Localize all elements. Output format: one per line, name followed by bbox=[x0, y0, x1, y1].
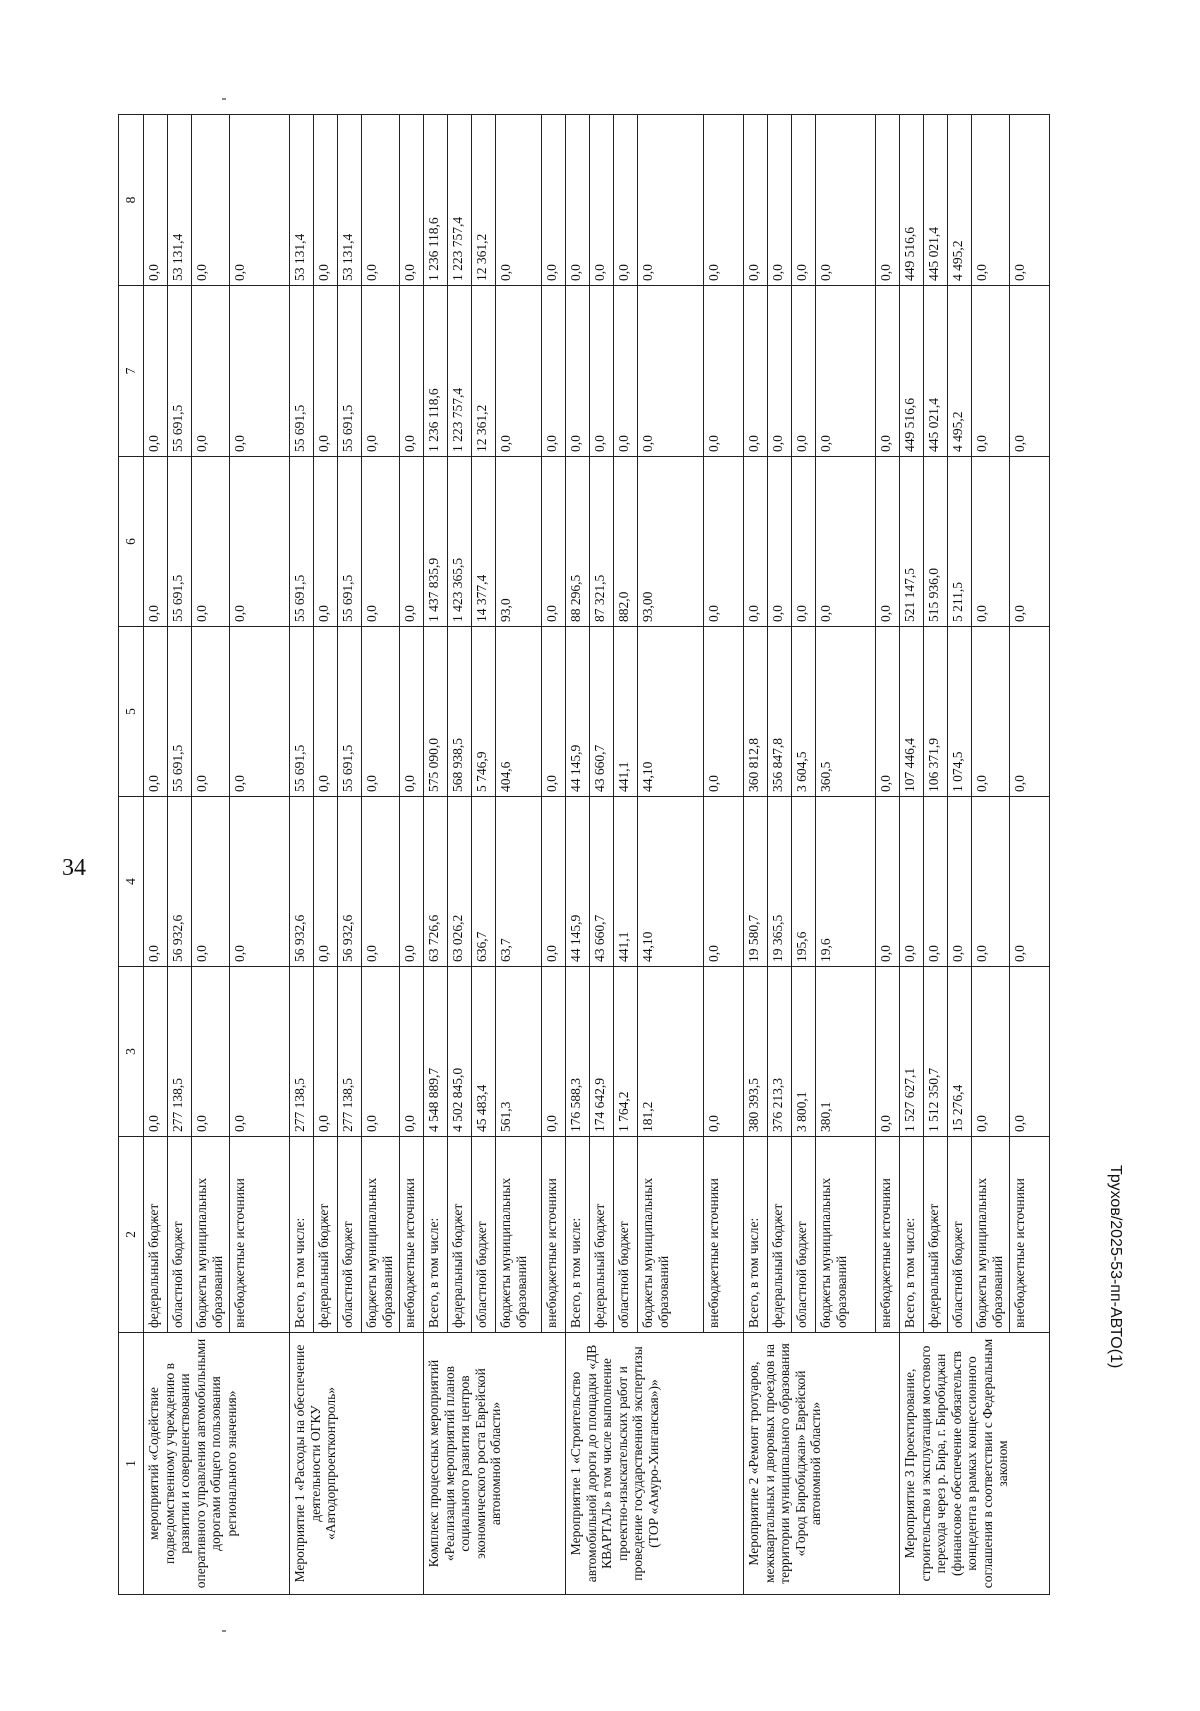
amount-cell: 0,0 bbox=[614, 286, 638, 457]
funding-source: внебюджетные источники bbox=[542, 1137, 566, 1333]
amount-cell: 0,0 bbox=[314, 797, 338, 967]
activity-name: Мероприятие 1 «Расходы на обеспечение деятельности ОГКУ «Автодорпроектконтроль» bbox=[290, 1333, 424, 1595]
funding-source: федеральный бюджет bbox=[448, 1137, 472, 1333]
amount-cell: 176 588,3 bbox=[566, 967, 590, 1137]
amount-cell: 0,0 bbox=[704, 967, 744, 1137]
amount-cell: 0,0 bbox=[972, 115, 1010, 286]
amount-cell: 1 236 118,6 bbox=[424, 115, 448, 286]
amount-cell: 356 847,8 bbox=[768, 627, 792, 797]
amount-cell: 0,0 bbox=[400, 457, 424, 627]
amount-cell: 521 147,5 bbox=[900, 457, 924, 627]
funding-source: федеральный бюджет bbox=[314, 1137, 338, 1333]
amount-cell: 0,0 bbox=[590, 115, 614, 286]
funding-source: внебюджетные источники bbox=[230, 1137, 290, 1333]
amount-cell: 449 516,6 bbox=[900, 286, 924, 457]
amount-cell: 277 138,5 bbox=[290, 967, 314, 1137]
amount-cell: 181,2 bbox=[638, 967, 704, 1137]
amount-cell: 0,0 bbox=[792, 286, 816, 457]
funding-source: бюджеты муниципальных образований bbox=[362, 1137, 400, 1333]
amount-cell: 0,0 bbox=[314, 627, 338, 797]
funding-source: федеральный бюджет bbox=[144, 1137, 168, 1333]
amount-cell: 0,0 bbox=[362, 457, 400, 627]
amount-cell: 0,0 bbox=[768, 115, 792, 286]
column-number: 3 bbox=[119, 967, 144, 1137]
amount-cell: 63 726,6 bbox=[424, 797, 448, 967]
amount-cell: 0,0 bbox=[972, 286, 1010, 457]
amount-cell: 0,0 bbox=[362, 797, 400, 967]
amount-cell: 1 764,2 bbox=[614, 967, 638, 1137]
amount-cell: 0,0 bbox=[192, 286, 230, 457]
amount-cell: 55 691,5 bbox=[168, 457, 192, 627]
amount-cell: 0,0 bbox=[400, 627, 424, 797]
amount-cell: 5 211,5 bbox=[948, 457, 972, 627]
amount-cell: 0,0 bbox=[1010, 797, 1050, 967]
amount-cell: 0,0 bbox=[704, 115, 744, 286]
amount-cell: 55 691,5 bbox=[168, 286, 192, 457]
amount-cell: 63,7 bbox=[496, 797, 542, 967]
column-number: 2 bbox=[119, 1137, 144, 1333]
amount-cell: 88 296,5 bbox=[566, 457, 590, 627]
amount-cell: 0,0 bbox=[542, 457, 566, 627]
amount-cell: 445 021,4 bbox=[924, 115, 948, 286]
amount-cell: 3 800,1 bbox=[792, 967, 816, 1137]
amount-cell: 568 938,5 bbox=[448, 627, 472, 797]
page-number: 34 bbox=[62, 855, 86, 881]
amount-cell: 0,0 bbox=[314, 115, 338, 286]
amount-cell: 0,0 bbox=[972, 627, 1010, 797]
amount-cell: 0,0 bbox=[590, 286, 614, 457]
amount-cell: 93,00 bbox=[638, 457, 704, 627]
amount-cell: 0,0 bbox=[192, 115, 230, 286]
amount-cell: 449 516,6 bbox=[900, 115, 924, 286]
amount-cell: 0,0 bbox=[876, 967, 900, 1137]
activity-name: Мероприятие 1 «Строительство автомобильной дороги до площадки «ДВ КВАРТАЛ» в том числе выполнение проектно-изыскательских работ и проведение государственной экспертизы (ТОР «Амуро-Хинганская»)» bbox=[566, 1333, 744, 1595]
amount-cell: 0,0 bbox=[144, 627, 168, 797]
amount-cell: 55 691,5 bbox=[338, 286, 362, 457]
activity-name: Мероприятие 2 «Ремонт тротуаров, межквартальных и дворовых проездов на территории муниципального образования «Город Биробиджан» Еврейской автономной области» bbox=[744, 1333, 900, 1595]
amount-cell: 53 131,4 bbox=[338, 115, 362, 286]
amount-cell: 360,5 bbox=[816, 627, 876, 797]
amount-cell: 56 932,6 bbox=[338, 797, 362, 967]
amount-cell: 56 932,6 bbox=[168, 797, 192, 967]
funding-source: федеральный бюджет bbox=[768, 1137, 792, 1333]
amount-cell: 106 371,9 bbox=[924, 627, 948, 797]
amount-cell: 0,0 bbox=[542, 797, 566, 967]
amount-cell: 1 223 757,4 bbox=[448, 286, 472, 457]
amount-cell: 1 236 118,6 bbox=[424, 286, 448, 457]
amount-cell: 63 026,2 bbox=[448, 797, 472, 967]
amount-cell: 4 495,2 bbox=[948, 115, 972, 286]
amount-cell: 0,0 bbox=[362, 967, 400, 1137]
funding-source: бюджеты муниципальных образований bbox=[192, 1137, 230, 1333]
funding-source: областной бюджет bbox=[472, 1137, 496, 1333]
amount-cell: 0,0 bbox=[816, 115, 876, 286]
amount-cell: 0,0 bbox=[876, 627, 900, 797]
amount-cell: 1 437 835,9 bbox=[424, 457, 448, 627]
amount-cell: 0,0 bbox=[362, 627, 400, 797]
amount-cell: 0,0 bbox=[948, 797, 972, 967]
amount-cell: 0,0 bbox=[144, 457, 168, 627]
activity-name: Мероприятие 3 Проектирование, строительство и эксплуатация мостового перехода через р. Бира, г. Биробиджан (финансовое обеспечение обязательств концедента в рамках концессионного соглашения в соответствии с Федеральным законом bbox=[900, 1333, 1050, 1595]
amount-cell: 0,0 bbox=[1010, 967, 1050, 1137]
activity-name: мероприятий «Содействие подведомственному учреждению в развитии и совершенствовании оперативного управления автомобильными дорогами общего пользования регионального значения» bbox=[144, 1333, 290, 1595]
table-row bbox=[566, 115, 590, 1595]
amount-cell: 0,0 bbox=[614, 115, 638, 286]
amount-cell: 0,0 bbox=[314, 967, 338, 1137]
amount-cell: 277 138,5 bbox=[168, 967, 192, 1137]
amount-cell: 636,7 bbox=[472, 797, 496, 967]
amount-cell: 0,0 bbox=[768, 286, 792, 457]
amount-cell: 0,0 bbox=[876, 797, 900, 967]
amount-cell: 0,0 bbox=[400, 797, 424, 967]
table-row bbox=[290, 115, 314, 1595]
amount-cell: 0,0 bbox=[744, 457, 768, 627]
table-row bbox=[144, 115, 168, 1595]
amount-cell: 0,0 bbox=[192, 457, 230, 627]
funding-source: Всего, в том числе: bbox=[290, 1137, 314, 1333]
amount-cell: 0,0 bbox=[230, 286, 290, 457]
amount-cell: 441,1 bbox=[614, 627, 638, 797]
amount-cell: 0,0 bbox=[144, 115, 168, 286]
amount-cell: 4 502 845,0 bbox=[448, 967, 472, 1137]
amount-cell: 0,0 bbox=[542, 286, 566, 457]
amount-cell: 0,0 bbox=[314, 286, 338, 457]
amount-cell: 0,0 bbox=[1010, 627, 1050, 797]
funding-source: внебюджетные источники bbox=[1010, 1137, 1050, 1333]
amount-cell: 0,0 bbox=[924, 797, 948, 967]
amount-cell: 0,0 bbox=[496, 286, 542, 457]
column-number: 6 bbox=[119, 457, 144, 627]
amount-cell: 561,3 bbox=[496, 967, 542, 1137]
amount-cell: 1 512 350,7 bbox=[924, 967, 948, 1137]
amount-cell: 0,0 bbox=[638, 115, 704, 286]
amount-cell: 55 691,5 bbox=[290, 457, 314, 627]
amount-cell: 45 483,4 bbox=[472, 967, 496, 1137]
amount-cell: 0,0 bbox=[972, 797, 1010, 967]
funding-source: федеральный бюджет bbox=[924, 1137, 948, 1333]
amount-cell: 0,0 bbox=[144, 967, 168, 1137]
amount-cell: 1 527 627,1 bbox=[900, 967, 924, 1137]
amount-cell: 380,1 bbox=[816, 967, 876, 1137]
amount-cell: 12 361,2 bbox=[472, 286, 496, 457]
amount-cell: 53 131,4 bbox=[290, 115, 314, 286]
amount-cell: 1 074,5 bbox=[948, 627, 972, 797]
amount-cell: 174 642,9 bbox=[590, 967, 614, 1137]
budget-table bbox=[118, 114, 1050, 1595]
amount-cell: 43 660,7 bbox=[590, 797, 614, 967]
funding-source: Всего, в том числе: bbox=[900, 1137, 924, 1333]
amount-cell: 0,0 bbox=[496, 115, 542, 286]
amount-cell: 0,0 bbox=[792, 115, 816, 286]
amount-cell: 0,0 bbox=[704, 627, 744, 797]
amount-cell: 445 021,4 bbox=[924, 286, 948, 457]
amount-cell: 55 691,5 bbox=[290, 627, 314, 797]
amount-cell: 0,0 bbox=[400, 115, 424, 286]
amount-cell: 53 131,4 bbox=[168, 115, 192, 286]
amount-cell: 0,0 bbox=[1010, 286, 1050, 457]
amount-cell: 0,0 bbox=[542, 627, 566, 797]
amount-cell: 44,10 bbox=[638, 797, 704, 967]
amount-cell: 0,0 bbox=[566, 286, 590, 457]
amount-cell: 376 213,3 bbox=[768, 967, 792, 1137]
amount-cell: 43 660,7 bbox=[590, 627, 614, 797]
amount-cell: 56 932,6 bbox=[290, 797, 314, 967]
amount-cell: 0,0 bbox=[542, 115, 566, 286]
amount-cell: 55 691,5 bbox=[338, 627, 362, 797]
amount-cell: 0,0 bbox=[1010, 115, 1050, 286]
funding-source: областной бюджет bbox=[168, 1137, 192, 1333]
amount-cell: 0,0 bbox=[704, 457, 744, 627]
amount-cell: 0,0 bbox=[314, 457, 338, 627]
amount-cell: 0,0 bbox=[792, 457, 816, 627]
amount-cell: 380 393,5 bbox=[744, 967, 768, 1137]
column-number: 4 bbox=[119, 797, 144, 967]
funding-source: бюджеты муниципальных образований bbox=[638, 1137, 704, 1333]
amount-cell: 14 377,4 bbox=[472, 457, 496, 627]
amount-cell: 441,1 bbox=[614, 797, 638, 967]
column-number: 5 bbox=[119, 627, 144, 797]
amount-cell: 0,0 bbox=[566, 115, 590, 286]
amount-cell: 195,6 bbox=[792, 797, 816, 967]
amount-cell: 55 691,5 bbox=[168, 627, 192, 797]
amount-cell: 360 812,8 bbox=[744, 627, 768, 797]
header-row bbox=[119, 115, 144, 1595]
funding-source: бюджеты муниципальных образований bbox=[816, 1137, 876, 1333]
funding-source: областной бюджет bbox=[948, 1137, 972, 1333]
amount-cell: 55 691,5 bbox=[290, 286, 314, 457]
column-number: 8 bbox=[119, 115, 144, 286]
amount-cell: 882,0 bbox=[614, 457, 638, 627]
amount-cell: 0,0 bbox=[972, 457, 1010, 627]
amount-cell: 0,0 bbox=[876, 115, 900, 286]
amount-cell: 0,0 bbox=[230, 115, 290, 286]
amount-cell: 4 495,2 bbox=[948, 286, 972, 457]
amount-cell: 19 365,5 bbox=[768, 797, 792, 967]
amount-cell: 5 746,9 bbox=[472, 627, 496, 797]
funding-source: областной бюджет bbox=[792, 1137, 816, 1333]
amount-cell: 0,0 bbox=[638, 286, 704, 457]
amount-cell: 4 548 889,7 bbox=[424, 967, 448, 1137]
amount-cell: 0,0 bbox=[400, 967, 424, 1137]
activity-name: Комплекс процессных мероприятий «Реализация мероприятий планов социального развития центров экономического роста Еврейской автономной области» bbox=[424, 1333, 566, 1595]
amount-cell: 15 276,4 bbox=[948, 967, 972, 1137]
column-number: 7 bbox=[119, 286, 144, 457]
amount-cell: 0,0 bbox=[744, 115, 768, 286]
amount-cell: 44 145,9 bbox=[566, 797, 590, 967]
amount-cell: 55 691,5 bbox=[338, 457, 362, 627]
amount-cell: 0,0 bbox=[542, 967, 566, 1137]
amount-cell: 0,0 bbox=[816, 286, 876, 457]
funding-source: Всего, в том числе: bbox=[424, 1137, 448, 1333]
table-row bbox=[424, 115, 448, 1595]
amount-cell: 93,0 bbox=[496, 457, 542, 627]
amount-cell: 0,0 bbox=[400, 286, 424, 457]
amount-cell: 0,0 bbox=[230, 797, 290, 967]
funding-source: областной бюджет bbox=[614, 1137, 638, 1333]
amount-cell: 0,0 bbox=[876, 286, 900, 457]
document-code: Трухов/2025-53-пп-АВТО(1) bbox=[1107, 1165, 1124, 1369]
amount-cell: 0,0 bbox=[144, 286, 168, 457]
amount-cell: 0,0 bbox=[362, 286, 400, 457]
funding-source: бюджеты муниципальных образований bbox=[496, 1137, 542, 1333]
amount-cell: 0,0 bbox=[192, 967, 230, 1137]
amount-cell: 87 321,5 bbox=[590, 457, 614, 627]
amount-cell: 19,6 bbox=[816, 797, 876, 967]
amount-cell: 107 446,4 bbox=[900, 627, 924, 797]
amount-cell: 0,0 bbox=[144, 797, 168, 967]
rotated-table-container bbox=[118, 115, 1128, 1595]
amount-cell: 0,0 bbox=[768, 457, 792, 627]
amount-cell: 0,0 bbox=[972, 967, 1010, 1137]
funding-source: Всего, в том числе: bbox=[566, 1137, 590, 1333]
amount-cell: 0,0 bbox=[816, 457, 876, 627]
amount-cell: 1 423 365,5 bbox=[448, 457, 472, 627]
amount-cell: 12 361,2 bbox=[472, 115, 496, 286]
amount-cell: 0,0 bbox=[900, 797, 924, 967]
amount-cell: 277 138,5 bbox=[338, 967, 362, 1137]
funding-source: внебюджетные источники bbox=[400, 1137, 424, 1333]
amount-cell: 0,0 bbox=[192, 627, 230, 797]
amount-cell: 44,10 bbox=[638, 627, 704, 797]
funding-source: бюджеты муниципальных образований bbox=[972, 1137, 1010, 1333]
amount-cell: 575 090,0 bbox=[424, 627, 448, 797]
amount-cell: 19 580,7 bbox=[744, 797, 768, 967]
amount-cell: 44 145,9 bbox=[566, 627, 590, 797]
funding-source: внебюджетные источники bbox=[876, 1137, 900, 1333]
amount-cell: 0,0 bbox=[704, 286, 744, 457]
column-number: 1 bbox=[119, 1333, 144, 1595]
table-row bbox=[744, 115, 768, 1595]
amount-cell: 0,0 bbox=[1010, 457, 1050, 627]
funding-source: федеральный бюджет bbox=[590, 1137, 614, 1333]
amount-cell: 0,0 bbox=[744, 286, 768, 457]
funding-source: внебюджетные источники bbox=[704, 1137, 744, 1333]
amount-cell: 0,0 bbox=[192, 797, 230, 967]
amount-cell: 1 223 757,4 bbox=[448, 115, 472, 286]
amount-cell: 0,0 bbox=[704, 797, 744, 967]
scan-mark bbox=[222, 98, 226, 100]
amount-cell: 0,0 bbox=[230, 627, 290, 797]
amount-cell: 0,0 bbox=[230, 967, 290, 1137]
table-row bbox=[900, 115, 924, 1595]
amount-cell: 515 936,0 bbox=[924, 457, 948, 627]
funding-source: Всего, в том числе: bbox=[744, 1137, 768, 1333]
amount-cell: 0,0 bbox=[230, 457, 290, 627]
amount-cell: 404,6 bbox=[496, 627, 542, 797]
funding-source: областной бюджет bbox=[338, 1137, 362, 1333]
scan-mark bbox=[222, 1630, 226, 1632]
amount-cell: 3 604,5 bbox=[792, 627, 816, 797]
amount-cell: 0,0 bbox=[876, 457, 900, 627]
amount-cell: 0,0 bbox=[362, 115, 400, 286]
